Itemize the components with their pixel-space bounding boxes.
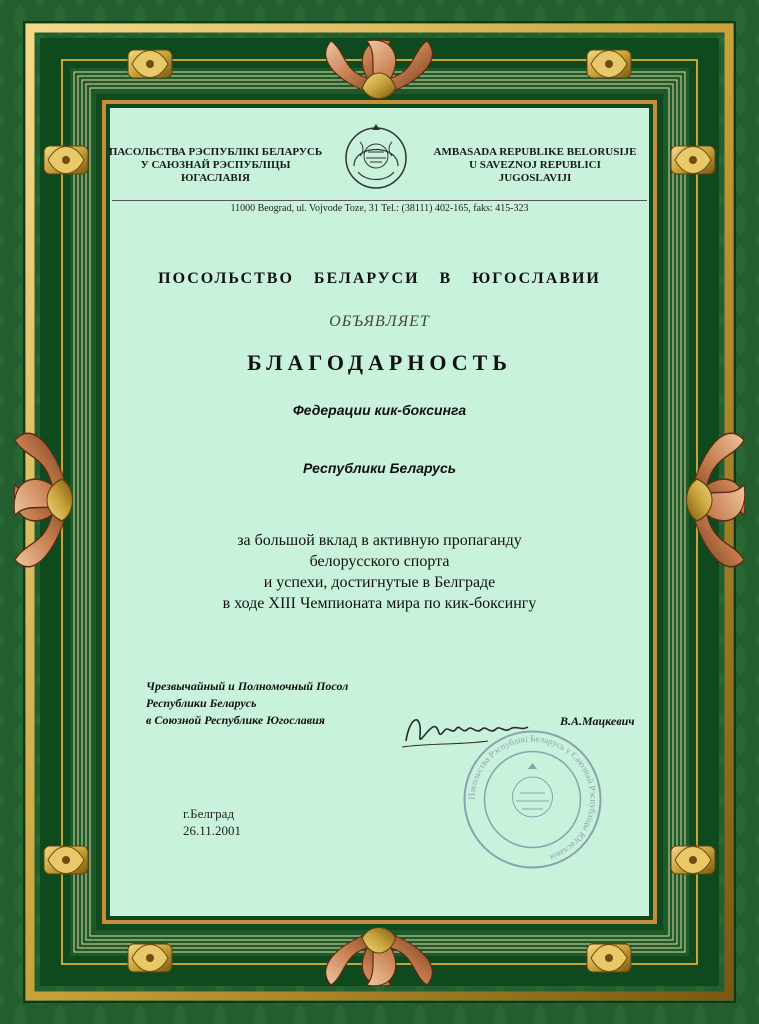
handwritten-signature [400,705,540,755]
ambassador-title-line: Чрезвычайный и Полномочный Посол [146,679,349,693]
recipient-line-2: Республики Беларусь [302,460,457,476]
reason-line: белорусского спорта [309,553,450,570]
reason-line: в ходе XIII Чемпионата мира по кик-боксингу [222,595,537,612]
header-right-line: AMBASADA REPUBLIKE BELORUSIJE [433,146,637,158]
ambassador-title-line: в Союзной Республике Югославия [146,713,325,727]
place-date [183,805,241,839]
header-right-line: JUGOSLAVIJI [498,172,572,184]
embassy-title: ПОСОЛЬСТВО БЕЛАРУСИ В ЮГОСЛАВИИ [158,270,601,287]
ambassador-title-line: Республики Беларусь [146,696,257,710]
announces-label: ОБЪЯВЛЯЕТ [329,313,430,330]
reason-line: за большой вклад в активную пропаганду [237,532,522,549]
recipient-line-1: Федерации кик-боксинга [292,402,467,418]
header-serbian [430,146,640,185]
stamp-text: Пасольства Рэспублікі Беларусь у Саюзнай Рэспубліцы Югаславія [466,733,599,863]
ambassador-title [146,678,348,729]
header-left-line: ЮГАСЛАВІЯ [181,172,250,184]
date-label: 26.11.2001 [183,823,242,838]
header-belarusian [108,146,323,185]
city-label: г.Белград [183,806,235,821]
header-left-line: У САЮЗНАЙ РЭСПУБЛІЦЫ [140,159,291,171]
reason-line: и успехи, достигнутые в Белграде [263,574,496,591]
coat-of-arms-icon [340,122,412,194]
embassy-address: 11000 Beograd, ul. Vojvode Toze, 31 Tel.: (38111) 402-165, faks: 415-323 [230,203,529,214]
header-right-line: U SAVEZNOJ REPUBLICI [469,159,601,171]
signer-name: В.А.Мацкевич [560,714,635,728]
gratitude-heading: БЛАГОДАРНОСТЬ [247,350,512,375]
reason-text [112,530,647,614]
header-divider [112,200,647,201]
header-left-line: ПАСОЛЬСТВА РЭСПУБЛІКІ БЕЛАРУСЬ [108,146,323,158]
